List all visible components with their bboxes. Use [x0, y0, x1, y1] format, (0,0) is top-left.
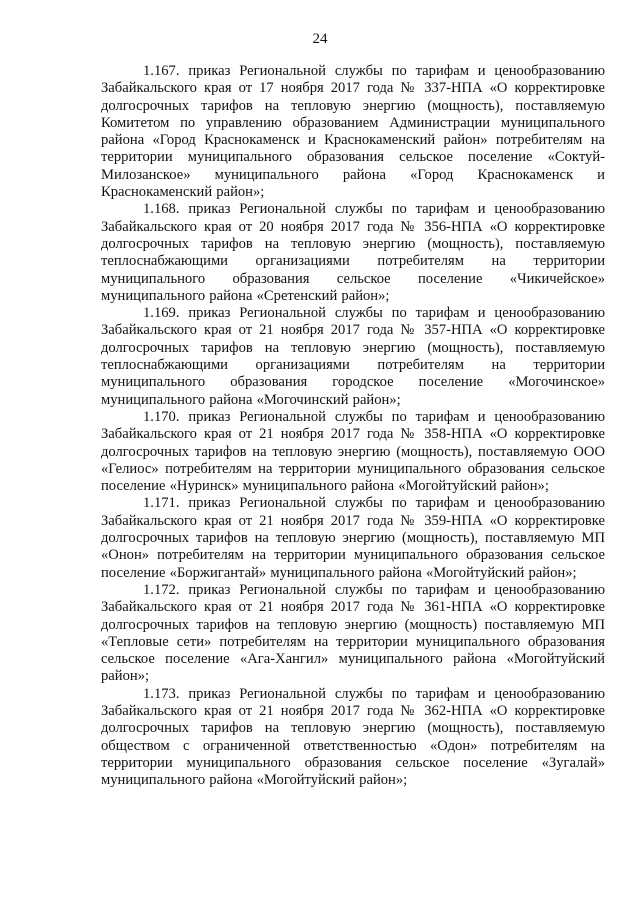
document-body	[101, 63, 605, 789]
list-item-1-167: 1.167. приказ Региональной службы по тарифам и ценообразованию Забайкальского края от 17 ноября 2017 года № 337-НПА «О корректировке долгосрочных тарифов на тепловую энергию (мощность), поставляемую Комитетом по управлению образованием Администрации муниципального района «Город Краснокаменск и Краснокаменский район» потребителям на территории муниципального образования сельское поселение «Соктуй-Милозанское» муниципального района «Город Краснокаменск и Краснокаменский район»;	[101, 63, 605, 201]
list-item-1-171: 1.171. приказ Региональной службы по тарифам и ценообразованию Забайкальского края от 21 ноября 2017 года № 359-НПА «О корректировке долгосрочных тарифов на тепловую энергию (мощность), поставляемую МП «Онон» потребителям на территории муниципального образования сельское поселение «Боржигантай» муниципального района «Могойтуйский район»;	[101, 495, 605, 581]
list-item-1-173: 1.173. приказ Региональной службы по тарифам и ценообразованию Забайкальского края от 21 ноября 2017 года № 362-НПА «О корректировке долгосрочных тарифов на тепловую энергию (мощность), поставляемую обществом с ограниченной ответственностью «Одон» потребителям на территории муниципального образования сельское поселение «Зугалай» муниципального района «Могойтуйский район»;	[101, 685, 605, 789]
list-item-1-170: 1.170. приказ Региональной службы по тарифам и ценообразованию Забайкальского края от 21 ноября 2017 года № 358-НПА «О корректировке долгосрочных тарифов на тепловую энергию (мощность), поставляемую ООО «Гелиос» потребителям на территории муниципального образования сельское поселение «Нуринск» муниципального района «Могойтуйский район»;	[101, 408, 605, 495]
list-item-1-168: 1.168. приказ Региональной службы по тарифам и ценообразованию Забайкальского края от 20 ноября 2017 года № 356-НПА «О корректировке долгосрочных тарифов на тепловую энергию (мощность), поставляемую теплоснабжающими организациями потребителям на территории муниципального образования сельское поселение «Чикичейское» муниципального района «Сретенский район»;	[101, 201, 605, 304]
page-number: 24	[312, 31, 328, 47]
list-item-1-172: 1.172. приказ Региональной службы по тарифам и ценообразованию Забайкальского края от 21 ноября 2017 года № 361-НПА «О корректировке долгосрочных тарифов на тепловую энергию (мощность) поставляемую МП «Тепловые сети» потребителям на территории муниципального образования сельское поселение «Ага-Хангил» муниципального района «Могойтуйский район»;	[101, 581, 605, 685]
list-item-1-169: 1.169. приказ Региональной службы по тарифам и ценообразованию Забайкальского края от 21 ноября 2017 года № 357-НПА «О корректировке долгосрочных тарифов на тепловую энергию (мощность), поставляемую теплоснабжающими организациями потребителям на территории муниципального образования городское поселение «Могочинское» муниципального района «Могочинский район»;	[101, 305, 605, 408]
